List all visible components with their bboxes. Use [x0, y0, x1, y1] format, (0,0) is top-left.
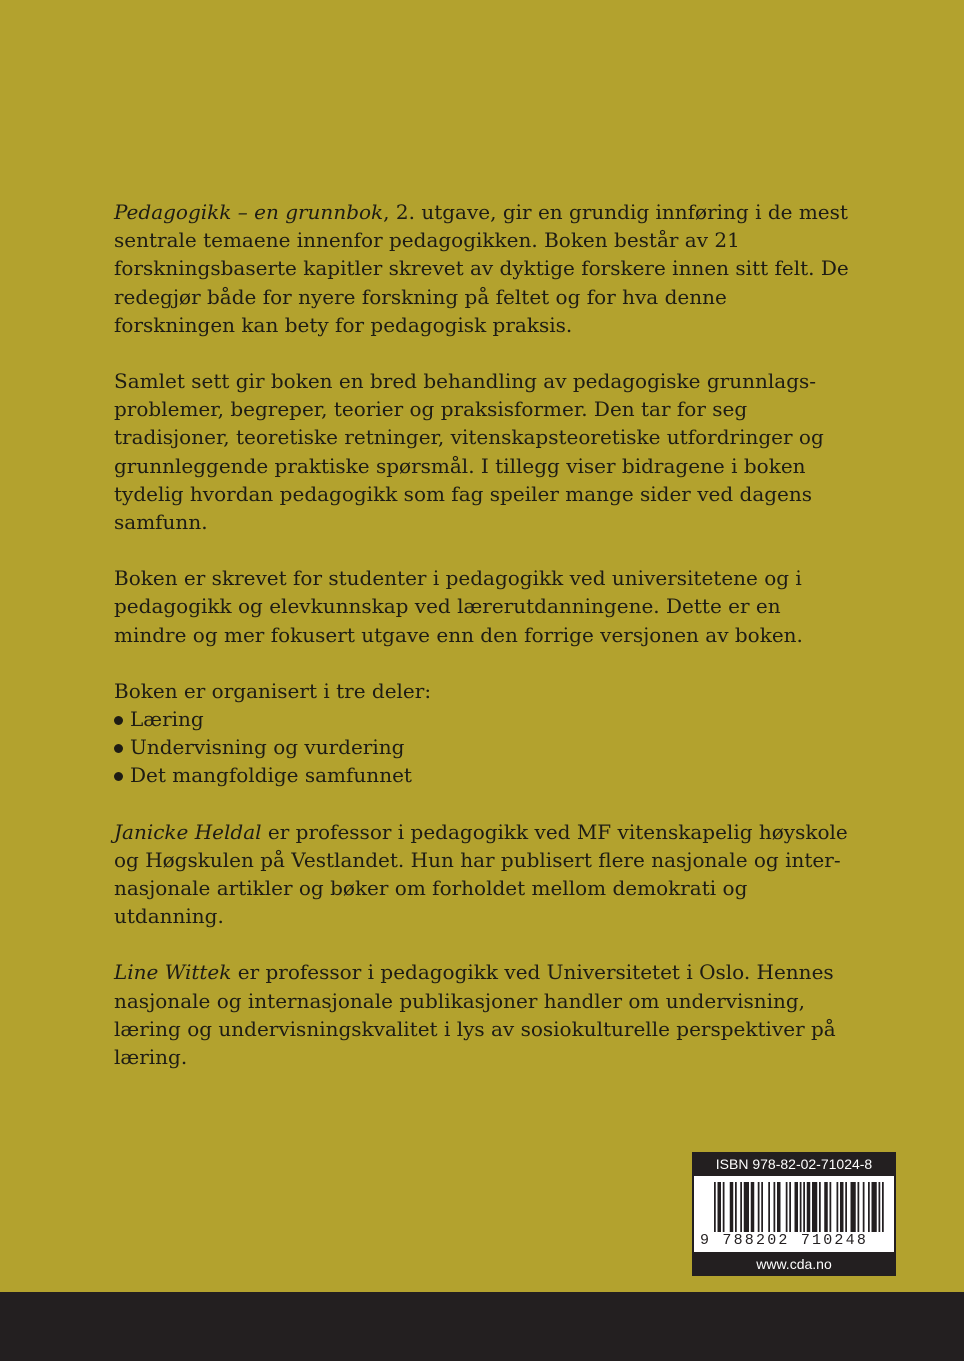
- parts-list: [114, 705, 854, 790]
- author-bio-wittek: Line Wittek er professor i pedagogikk ved Universitetet i Oslo. Hennes nasjonale og internasjonale publikasjoner handler om undervisning, læring og undervisningskvalitet i lys av sosiokulturelle perspektiver på læring.: [114, 960, 836, 1070]
- paragraph-audience: Boken er skrevet for studenter i pedagogikk ved universitetene og i pedagogikk og elevkunnskap ved lærerutdanningene. Dette er en mindre og mer fokusert utgave enn den forrige versjonen av boken.: [114, 566, 803, 647]
- intro-paragraph: [114, 198, 854, 339]
- barcode-icon: [700, 1182, 888, 1232]
- back-cover-text: [114, 198, 854, 1099]
- isbn-block: [692, 1152, 896, 1276]
- list-item: Undervisning og vurdering: [114, 733, 854, 761]
- bullet-icon: [114, 772, 123, 781]
- bottom-band: [0, 1292, 964, 1361]
- barcode-digits: 9 788202 710248: [700, 1232, 869, 1249]
- bullet-icon: [114, 744, 123, 753]
- paragraph-scope: Samlet sett gir boken en bred behandling av pedagogiske grunnlagsproblemer, begreper, teorier og praksisformer. Den tar for seg tradisjoner, teoretiske retninger, vitenskapsteoretiske utfordringer og grunnleggende praktiske spørsmål. I tillegg viser bidragene i boken tydelig hvordan pedagogikk som fag speiler mange sider ved dagens samfunn.: [114, 369, 824, 535]
- isbn-label: ISBN 978-82-02-71024-8: [692, 1152, 896, 1176]
- author-bio-heldal: Janicke Heldal er professor i pedagogikk ved MF vitenskapelig høyskole og Høgskulen på Vestlandet. Hun har publisert flere nasjonale og internasjonale artikler og bøker om forholdet mellom demokrati og utdanning.: [114, 819, 848, 929]
- book-title: Pedagogikk – en grunnbok: [114, 200, 384, 224]
- intro-text: , 2. utgave, gir en grundig innføring i de mest sentrale temaene innenfor pedagogikken. Boken består av 21 forskningsbaserte kapitler skrevet av dyktige forskere innen sitt felt. De redegjør både for nyere forskning på feltet og for hva denne forskningen kan bety for pedagogisk praksis.: [114, 200, 849, 337]
- barcode: [692, 1176, 896, 1252]
- list-item: Læring: [114, 705, 854, 733]
- bullet-icon: [114, 716, 123, 725]
- author-name: Janicke Heldal: [114, 819, 262, 844]
- list-item: Det mangfoldige samfunnet: [114, 761, 854, 789]
- author-name: Line Wittek: [114, 960, 232, 985]
- parts-intro: Boken er organisert i tre deler:: [114, 678, 432, 703]
- publisher-url: www.cda.no: [692, 1252, 896, 1276]
